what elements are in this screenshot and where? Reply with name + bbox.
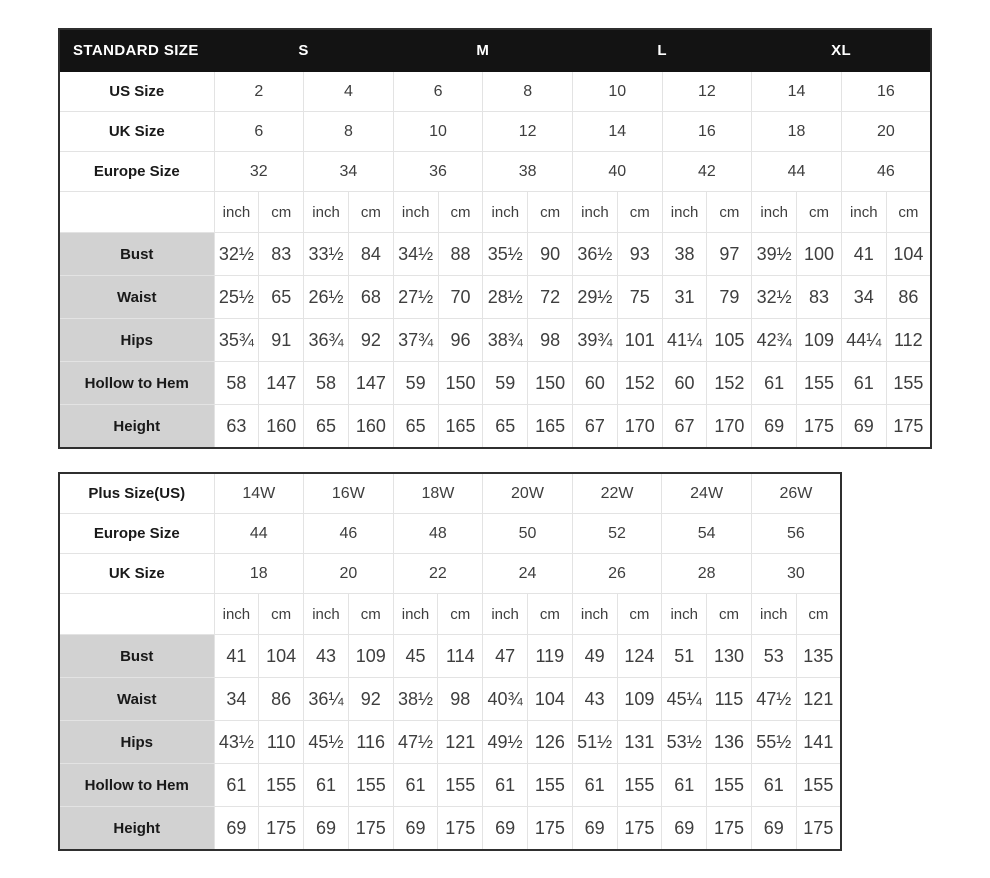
measure-value-cell: 131 [617, 721, 662, 764]
unit-header-cm: cm [796, 594, 841, 635]
measure-value-cell: 41 [841, 233, 886, 276]
measure-value-cell: 65 [393, 405, 438, 449]
measure-row-bust [59, 635, 841, 678]
unit-header-inch: inch [572, 594, 617, 635]
row-label: UK Size [59, 112, 214, 152]
measure-value-cell: 150 [528, 362, 573, 405]
measure-value-cell: 43 [572, 678, 617, 721]
measure-value-cell: 47½ [393, 721, 438, 764]
measure-value-cell: 165 [438, 405, 483, 449]
row-label: Bust [59, 635, 214, 678]
unit-header-cm: cm [617, 192, 662, 233]
measure-row-hollow-to-hem [59, 362, 931, 405]
measure-value-cell: 160 [348, 405, 393, 449]
size-row-uk-size [59, 112, 931, 152]
measure-value-cell: 44¼ [841, 319, 886, 362]
empty-label-cell [59, 192, 214, 233]
measure-value-cell: 155 [796, 764, 841, 807]
measure-value-cell: 36¼ [304, 678, 349, 721]
measure-value-cell: 34 [841, 276, 886, 319]
measure-value-cell: 61 [841, 362, 886, 405]
measure-value-cell: 83 [797, 276, 842, 319]
measure-value-cell: 155 [707, 764, 752, 807]
size-value-cell: 22W [572, 473, 662, 514]
size-group-header-m: M [393, 29, 572, 72]
measure-value-cell: 26½ [304, 276, 349, 319]
measure-value-cell: 63 [214, 405, 259, 449]
measure-value-cell: 155 [438, 764, 483, 807]
measure-value-cell: 88 [438, 233, 483, 276]
size-value-cell: 28 [662, 554, 752, 594]
unit-header-cm: cm [348, 192, 393, 233]
size-value-cell: 42 [662, 152, 752, 192]
measure-value-cell: 101 [617, 319, 662, 362]
measure-value-cell: 136 [707, 721, 752, 764]
row-label: Height [59, 405, 214, 449]
measure-value-cell: 90 [528, 233, 573, 276]
row-label: US Size [59, 72, 214, 112]
measure-value-cell: 98 [438, 678, 483, 721]
row-label: Hollow to Hem [59, 362, 214, 405]
size-group-header-s: S [214, 29, 393, 72]
size-value-cell: 46 [841, 152, 931, 192]
measure-value-cell: 155 [527, 764, 572, 807]
measure-value-cell: 53½ [662, 721, 707, 764]
size-row-europe-size [59, 152, 931, 192]
measure-value-cell: 65 [483, 405, 528, 449]
measure-value-cell: 32½ [752, 276, 797, 319]
measure-value-cell: 160 [259, 405, 304, 449]
plus-size-table [58, 472, 842, 851]
unit-header-cm: cm [438, 594, 483, 635]
size-row-europe-size [59, 514, 841, 554]
size-value-cell: 48 [393, 514, 483, 554]
size-value-cell: 40 [573, 152, 663, 192]
measure-value-cell: 59 [483, 362, 528, 405]
empty-label-cell [59, 594, 214, 635]
measure-value-cell: 47½ [751, 678, 796, 721]
measure-value-cell: 45 [393, 635, 438, 678]
size-value-cell: 6 [393, 72, 483, 112]
size-value-cell: 56 [751, 514, 841, 554]
measure-value-cell: 37¾ [393, 319, 438, 362]
unit-header-cm: cm [528, 192, 573, 233]
measure-value-cell: 51 [662, 635, 707, 678]
measure-value-cell: 114 [438, 635, 483, 678]
size-row-plus-size-us [59, 473, 841, 514]
measure-value-cell: 61 [572, 764, 617, 807]
measure-value-cell: 39½ [752, 233, 797, 276]
measure-value-cell: 61 [483, 764, 528, 807]
row-label: Bust [59, 233, 214, 276]
size-value-cell: 12 [483, 112, 573, 152]
unit-header-cm: cm [527, 594, 572, 635]
measure-value-cell: 69 [752, 405, 797, 449]
measure-row-bust [59, 233, 931, 276]
size-value-cell: 18 [752, 112, 842, 152]
measure-value-cell: 28½ [483, 276, 528, 319]
unit-header-cm: cm [707, 594, 752, 635]
size-value-cell: 20W [483, 473, 573, 514]
row-label: Europe Size [59, 514, 214, 554]
measure-value-cell: 155 [797, 362, 842, 405]
measure-value-cell: 68 [348, 276, 393, 319]
measure-value-cell: 83 [259, 233, 304, 276]
unit-header-inch: inch [214, 192, 259, 233]
measure-value-cell: 45½ [304, 721, 349, 764]
measure-value-cell: 69 [751, 807, 796, 851]
measure-value-cell: 65 [304, 405, 349, 449]
measure-value-cell: 155 [259, 764, 304, 807]
size-row-uk-size [59, 554, 841, 594]
measure-value-cell: 86 [886, 276, 931, 319]
unit-header-cm: cm [438, 192, 483, 233]
size-value-cell: 46 [304, 514, 394, 554]
measure-value-cell: 175 [259, 807, 304, 851]
measure-value-cell: 25½ [214, 276, 259, 319]
size-value-cell: 14 [752, 72, 842, 112]
measure-value-cell: 155 [617, 764, 662, 807]
unit-header-inch: inch [662, 192, 707, 233]
measure-value-cell: 96 [438, 319, 483, 362]
size-value-cell: 26 [572, 554, 662, 594]
size-value-cell: 44 [752, 152, 842, 192]
unit-header-inch: inch [752, 192, 797, 233]
measure-value-cell: 175 [617, 807, 662, 851]
size-value-cell: 20 [841, 112, 931, 152]
measure-value-cell: 104 [259, 635, 304, 678]
size-value-cell: 16W [304, 473, 394, 514]
measure-value-cell: 36¾ [304, 319, 349, 362]
measure-row-hips [59, 721, 841, 764]
measure-value-cell: 67 [662, 405, 707, 449]
unit-header-cm: cm [259, 594, 304, 635]
measure-row-hollow-to-hem [59, 764, 841, 807]
size-value-cell: 10 [393, 112, 483, 152]
measure-value-cell: 33½ [304, 233, 349, 276]
unit-header-inch: inch [483, 192, 528, 233]
measure-value-cell: 49½ [483, 721, 528, 764]
measure-value-cell: 97 [707, 233, 752, 276]
measure-value-cell: 53 [751, 635, 796, 678]
unit-header-inch: inch [393, 192, 438, 233]
measure-value-cell: 38¾ [483, 319, 528, 362]
size-value-cell: 14 [573, 112, 663, 152]
measure-value-cell: 32½ [214, 233, 259, 276]
unit-header-row [59, 594, 841, 635]
measure-value-cell: 69 [483, 807, 528, 851]
measure-value-cell: 31 [662, 276, 707, 319]
measure-value-cell: 175 [797, 405, 842, 449]
measure-value-cell: 41¼ [662, 319, 707, 362]
unit-header-cm: cm [617, 594, 662, 635]
measure-value-cell: 61 [752, 362, 797, 405]
measure-row-height [59, 405, 931, 449]
measure-value-cell: 38 [662, 233, 707, 276]
unit-header-inch: inch [304, 594, 349, 635]
standard-size-table [58, 28, 932, 449]
size-value-cell: 18 [214, 554, 304, 594]
measure-value-cell: 69 [841, 405, 886, 449]
unit-header-inch: inch [662, 594, 707, 635]
row-label: Europe Size [59, 152, 214, 192]
measure-value-cell: 58 [214, 362, 259, 405]
measure-value-cell: 165 [528, 405, 573, 449]
measure-value-cell: 69 [662, 807, 707, 851]
unit-header-inch: inch [393, 594, 438, 635]
measure-row-height [59, 807, 841, 851]
measure-value-cell: 155 [886, 362, 931, 405]
measure-value-cell: 175 [707, 807, 752, 851]
measure-value-cell: 45¼ [662, 678, 707, 721]
size-value-cell: 12 [662, 72, 752, 112]
measure-value-cell: 61 [662, 764, 707, 807]
size-value-cell: 8 [304, 112, 394, 152]
measure-value-cell: 51½ [572, 721, 617, 764]
measure-value-cell: 61 [214, 764, 259, 807]
measure-value-cell: 92 [348, 319, 393, 362]
measure-value-cell: 58 [304, 362, 349, 405]
measure-value-cell: 34½ [393, 233, 438, 276]
measure-value-cell: 79 [707, 276, 752, 319]
size-value-cell: 20 [304, 554, 394, 594]
size-value-cell: 24 [483, 554, 573, 594]
unit-header-inch: inch [841, 192, 886, 233]
measure-value-cell: 175 [527, 807, 572, 851]
unit-header-inch: inch [214, 594, 259, 635]
measure-value-cell: 109 [617, 678, 662, 721]
measure-value-cell: 61 [393, 764, 438, 807]
size-value-cell: 22 [393, 554, 483, 594]
measure-row-waist [59, 276, 931, 319]
size-value-cell: 52 [572, 514, 662, 554]
size-value-cell: 36 [393, 152, 483, 192]
measure-value-cell: 175 [796, 807, 841, 851]
measure-value-cell: 70 [438, 276, 483, 319]
measure-value-cell: 91 [259, 319, 304, 362]
size-value-cell: 38 [483, 152, 573, 192]
size-value-cell: 30 [751, 554, 841, 594]
unit-header-inch: inch [483, 594, 528, 635]
measure-value-cell: 65 [259, 276, 304, 319]
measure-value-cell: 112 [886, 319, 931, 362]
measure-value-cell: 175 [438, 807, 483, 851]
size-value-cell: 32 [214, 152, 304, 192]
measure-value-cell: 110 [259, 721, 304, 764]
size-value-cell: 50 [483, 514, 573, 554]
unit-header-inch: inch [751, 594, 796, 635]
unit-header-row [59, 192, 931, 233]
measure-value-cell: 42¾ [752, 319, 797, 362]
measure-value-cell: 104 [886, 233, 931, 276]
measure-value-cell: 126 [527, 721, 572, 764]
measure-value-cell: 59 [393, 362, 438, 405]
measure-value-cell: 67 [573, 405, 618, 449]
size-group-header-l: L [573, 29, 752, 72]
table-header-row [59, 29, 931, 72]
unit-header-inch: inch [304, 192, 349, 233]
measure-value-cell: 60 [573, 362, 618, 405]
measure-value-cell: 124 [617, 635, 662, 678]
measure-value-cell: 41 [214, 635, 259, 678]
size-value-cell: 24W [662, 473, 752, 514]
size-group-header-xl: XL [752, 29, 931, 72]
size-row-us-size [59, 72, 931, 112]
unit-header-cm: cm [707, 192, 752, 233]
measure-value-cell: 130 [707, 635, 752, 678]
unit-header-cm: cm [886, 192, 931, 233]
size-value-cell: 26W [751, 473, 841, 514]
measure-value-cell: 150 [438, 362, 483, 405]
measure-value-cell: 29½ [573, 276, 618, 319]
size-value-cell: 16 [662, 112, 752, 152]
measure-value-cell: 69 [214, 807, 259, 851]
measure-value-cell: 75 [617, 276, 662, 319]
measure-value-cell: 61 [751, 764, 796, 807]
row-label: Plus Size(US) [59, 473, 214, 514]
measure-row-hips [59, 319, 931, 362]
measure-value-cell: 69 [393, 807, 438, 851]
size-value-cell: 4 [304, 72, 394, 112]
measure-value-cell: 141 [796, 721, 841, 764]
measure-value-cell: 36½ [573, 233, 618, 276]
size-value-cell: 44 [214, 514, 304, 554]
measure-value-cell: 55½ [751, 721, 796, 764]
row-label: Hips [59, 319, 214, 362]
measure-value-cell: 47 [483, 635, 528, 678]
measure-value-cell: 60 [662, 362, 707, 405]
measure-value-cell: 40¾ [483, 678, 528, 721]
measure-value-cell: 115 [707, 678, 752, 721]
measure-value-cell: 35½ [483, 233, 528, 276]
unit-header-cm: cm [259, 192, 304, 233]
table-title: STANDARD SIZE [59, 29, 214, 72]
measure-value-cell: 61 [304, 764, 349, 807]
measure-value-cell: 92 [348, 678, 393, 721]
measure-value-cell: 39¾ [573, 319, 618, 362]
size-value-cell: 10 [573, 72, 663, 112]
measure-value-cell: 34 [214, 678, 259, 721]
unit-header-cm: cm [797, 192, 842, 233]
measure-value-cell: 121 [438, 721, 483, 764]
measure-value-cell: 152 [617, 362, 662, 405]
measure-value-cell: 43 [304, 635, 349, 678]
row-label: Height [59, 807, 214, 851]
measure-value-cell: 170 [707, 405, 752, 449]
row-label: Hips [59, 721, 214, 764]
measure-row-waist [59, 678, 841, 721]
measure-value-cell: 69 [572, 807, 617, 851]
measure-value-cell: 86 [259, 678, 304, 721]
measure-value-cell: 38½ [393, 678, 438, 721]
measure-value-cell: 170 [617, 405, 662, 449]
measure-value-cell: 49 [572, 635, 617, 678]
size-value-cell: 34 [304, 152, 394, 192]
size-value-cell: 6 [214, 112, 304, 152]
measure-value-cell: 43½ [214, 721, 259, 764]
size-value-cell: 2 [214, 72, 304, 112]
measure-value-cell: 121 [796, 678, 841, 721]
unit-header-inch: inch [573, 192, 618, 233]
row-label: Waist [59, 678, 214, 721]
row-label: Waist [59, 276, 214, 319]
measure-value-cell: 175 [886, 405, 931, 449]
measure-value-cell: 35¾ [214, 319, 259, 362]
measure-value-cell: 109 [797, 319, 842, 362]
measure-value-cell: 152 [707, 362, 752, 405]
measure-value-cell: 119 [527, 635, 572, 678]
size-value-cell: 54 [662, 514, 752, 554]
measure-value-cell: 147 [348, 362, 393, 405]
size-value-cell: 14W [214, 473, 304, 514]
measure-value-cell: 27½ [393, 276, 438, 319]
measure-value-cell: 98 [528, 319, 573, 362]
measure-value-cell: 116 [348, 721, 393, 764]
row-label: Hollow to Hem [59, 764, 214, 807]
measure-value-cell: 104 [527, 678, 572, 721]
measure-value-cell: 175 [348, 807, 393, 851]
size-value-cell: 8 [483, 72, 573, 112]
measure-value-cell: 105 [707, 319, 752, 362]
size-value-cell: 18W [393, 473, 483, 514]
measure-value-cell: 135 [796, 635, 841, 678]
measure-value-cell: 93 [617, 233, 662, 276]
size-value-cell: 16 [841, 72, 931, 112]
measure-value-cell: 84 [348, 233, 393, 276]
measure-value-cell: 69 [304, 807, 349, 851]
measure-value-cell: 147 [259, 362, 304, 405]
measure-value-cell: 109 [348, 635, 393, 678]
measure-value-cell: 100 [797, 233, 842, 276]
measure-value-cell: 155 [348, 764, 393, 807]
unit-header-cm: cm [348, 594, 393, 635]
measure-value-cell: 72 [528, 276, 573, 319]
row-label: UK Size [59, 554, 214, 594]
